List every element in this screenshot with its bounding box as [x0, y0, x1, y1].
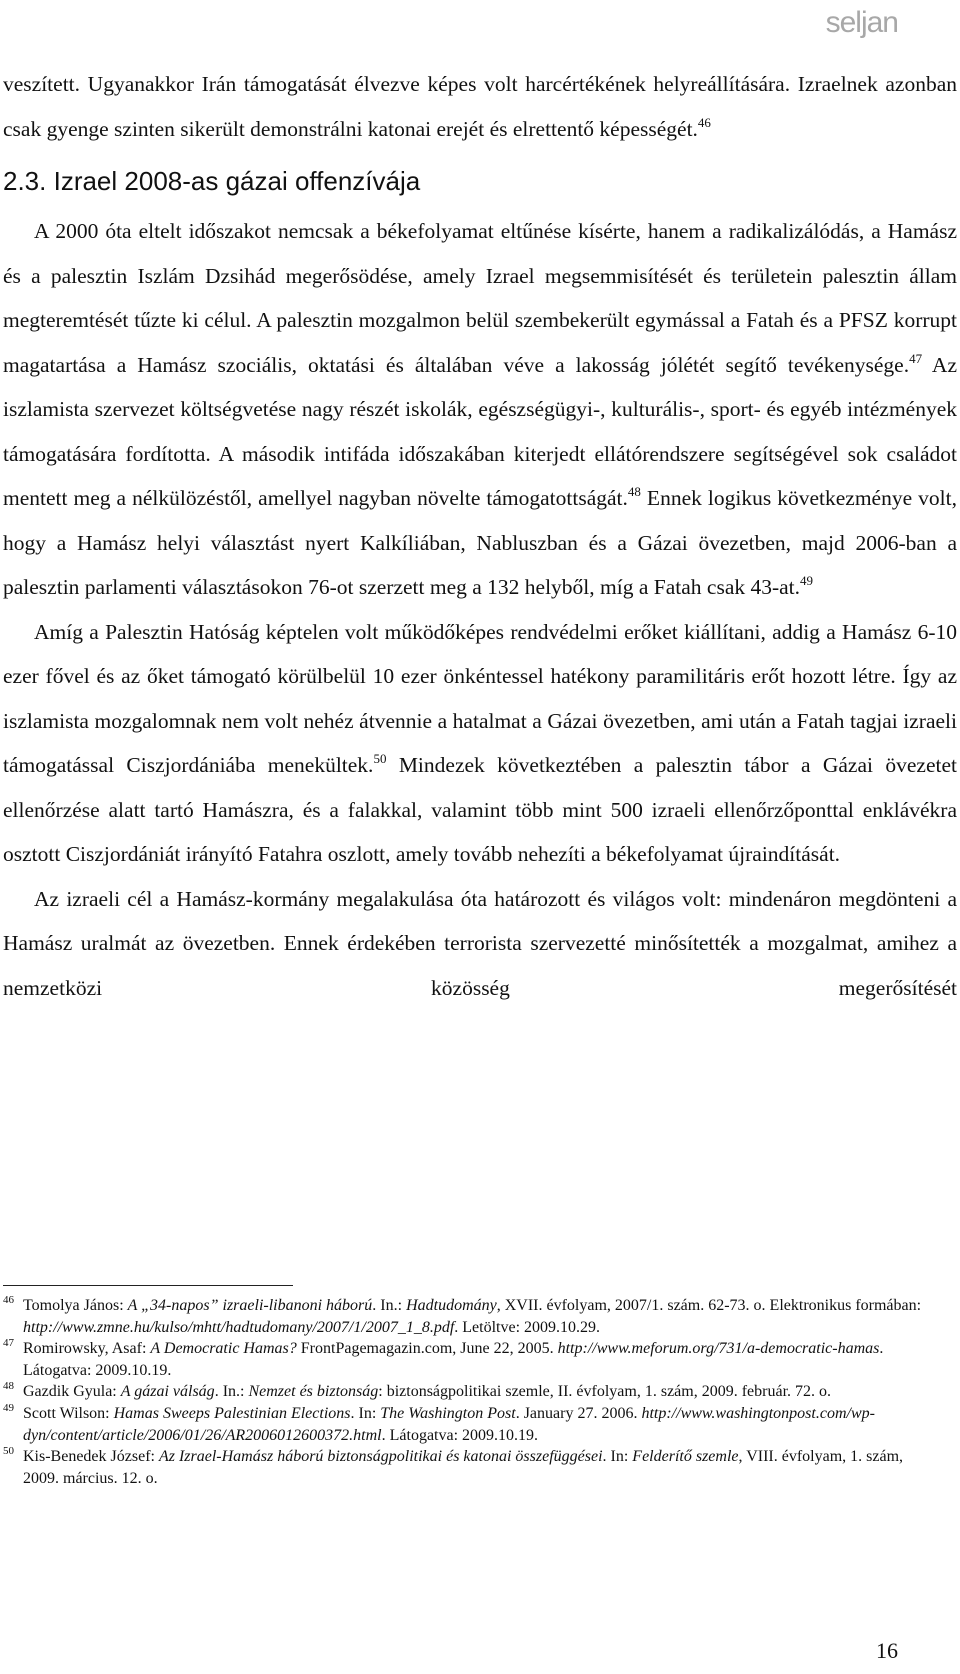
paragraph-text: Mindezek következtében a palesztin tábor a Gázai övezetet ellenőrzése alatt tartó Hamászra, és a falakkal, valamint több mint 500 izraeli ellenőrzőponttal enklávékra osztott Ciszjordániát irányító Fatahra oszlott, amely tovább nehezíti a békefolyamat újraindítását. [3, 753, 957, 866]
footnote-50: 50 Kis-Benedek József: Az Izrael-Hamász háború biztonságpolitikai és katonai összefüggései. In: Felderítő szemle, VIII. évfolyam, 1. szám, 2009. március. 12. o. [3, 1446, 933, 1489]
footnotes [3, 1295, 933, 1489]
footnote-ref-50[interactable]: 50 [373, 751, 387, 766]
paragraph-continuation [3, 62, 957, 151]
footnote-47: 47 Romirowsky, Asaf: A Democratic Hamas? FrontPagemagazin.com, June 22, 2005. http://www.meforum.org/731/a-democratic-hamas. Látogatva: 2009.10.19. [3, 1338, 933, 1381]
footnote-ref-46[interactable]: 46 [697, 114, 711, 130]
paragraph-palestinian-authority [3, 610, 957, 877]
page-number: 16 [876, 1638, 898, 1663]
footnote-number: 49 [3, 1401, 14, 1414]
paragraph-text: veszített. Ugyanakkor Irán támogatását élvezve képes volt harcértékének helyreállítására. Izraelnek azonban csak gyenge szinten sikerült demonstrálni katonai erejét és elrettentő képességét. [3, 72, 957, 141]
footnote-link[interactable]: http://www.washingtonpost.com/wp-dyn/content/article/2006/01/26/AR2006012600372.html [23, 1404, 875, 1444]
footnote-link[interactable]: http://www.meforum.org/731/a-democratic-hamas [557, 1340, 880, 1358]
footnote-number: 48 [3, 1380, 14, 1393]
paragraph-text: Ennek logikus következménye volt, hogy a Hamász helyi választást nyert Kalkíliában, Nabluszban és a Gázai övezetben, majd 2006-ban a palesztin parlamenti választásokon 76-ot szerzett meg a 132 helyből, míg a Fatah csak 43-at. [3, 486, 957, 599]
footnote-ref-49[interactable]: 49 [800, 573, 814, 588]
paragraph-text: A 2000 óta eltelt időszakot nemcsak a békefolyamat eltűnése kísérte, hanem a radikalizálódás, a Hamász és a palesztin Iszlám Dzsihád megerősödése, amely Izrael megsemmisítését és területein palesztin állam megteremtését tűzte ki célul. A palesztin mozgalmon belül szembekerült egymással a Fatah és a PFSZ korrupt magatartása a Hamász szociális, oktatási és általában véve a lakosság jólétét segítő tevékenysége. [3, 219, 957, 377]
footnote-number: 46 [3, 1294, 14, 1306]
footnote-separator [3, 1285, 293, 1286]
footnote-ref-48[interactable]: 48 [627, 484, 641, 499]
footnote-link[interactable]: http://www.zmne.hu/kulso/mhtt/hadtudomany/2007/1/2007_1_8.pdf [23, 1318, 455, 1336]
paragraph-text: Az iszlamista szervezet költségvetése nagy részét iskolák, egészségügyi-, kulturális-, sport- és egyéb intézmények támogatására fordította. A második intifáda időszakában kiterjedt ellátórendszere segítségével sok családot mentett meg a nélkülözéstől, amellyel nagyban növelte támogatottságát. [3, 352, 957, 510]
footnote-46: 46 Tomolya János: A „34-napos” izraeli-libanoni háború. In.: Hadtudomány, XVII. évfolyam, 2007/1. szám. 62-73. o. Elektronikus formában: http://www.zmne.hu/kulso/mhtt/hadtudomany/2007/1/2007_1_8.pdf. Letöltve: 2009.10.29. [3, 1295, 933, 1338]
seljan-logo: seljan [825, 6, 898, 39]
page-body [3, 62, 957, 1010]
footnote-number: 47 [3, 1337, 14, 1350]
footnote-48: 48 Gazdik Gyula: A gázai válság. In.: Nemzet és biztonság: biztonságpolitikai szemle, II. évfolyam, 1. szám, 2009. február. 72. o. [3, 1381, 933, 1403]
footnote-number: 50 [3, 1445, 14, 1458]
footnote-49: 49 Scott Wilson: Hamas Sweeps Palestinian Elections. In: The Washington Post. January 27. 2006. http://www.washingtonpost.com/wp-dyn/content/article/2006/01/26/AR2006012600372.html. Látogatva: 2009.10.19. [3, 1403, 933, 1446]
section-heading: 2.3. Izrael 2008-as gázai offenzívája [3, 166, 421, 196]
paragraph-hamas-rise [3, 209, 957, 610]
footnote-ref-47[interactable]: 47 [909, 350, 923, 366]
paragraph-text: Amíg a Palesztin Hatóság képtelen volt működőképes rendvédelmi erőket kiállítani, addig a Hamász 6-10 ezer fővel és az őket támogató körülbelül 10 ezer önkéntessel hatékony paramilitáris erőt hozott létre. Így az iszlamista mozgalomnak nem volt nehéz átvennie a hatalmat a Gázai övezetben, ami után a Fatah tagjai izraeli támogatással Ciszjordániába menekültek. [3, 619, 957, 777]
paragraph-israeli-goal: Az izraeli cél a Hamász-kormány megalakulása óta határozott és világos volt: mindenáron megdönteni a Hamász uralmát az övezetben. Ennek érdekében terrorista szervezetté minősítették a mozgalmat, amihez a nemzetközi közösség megerősítését [3, 886, 957, 1000]
